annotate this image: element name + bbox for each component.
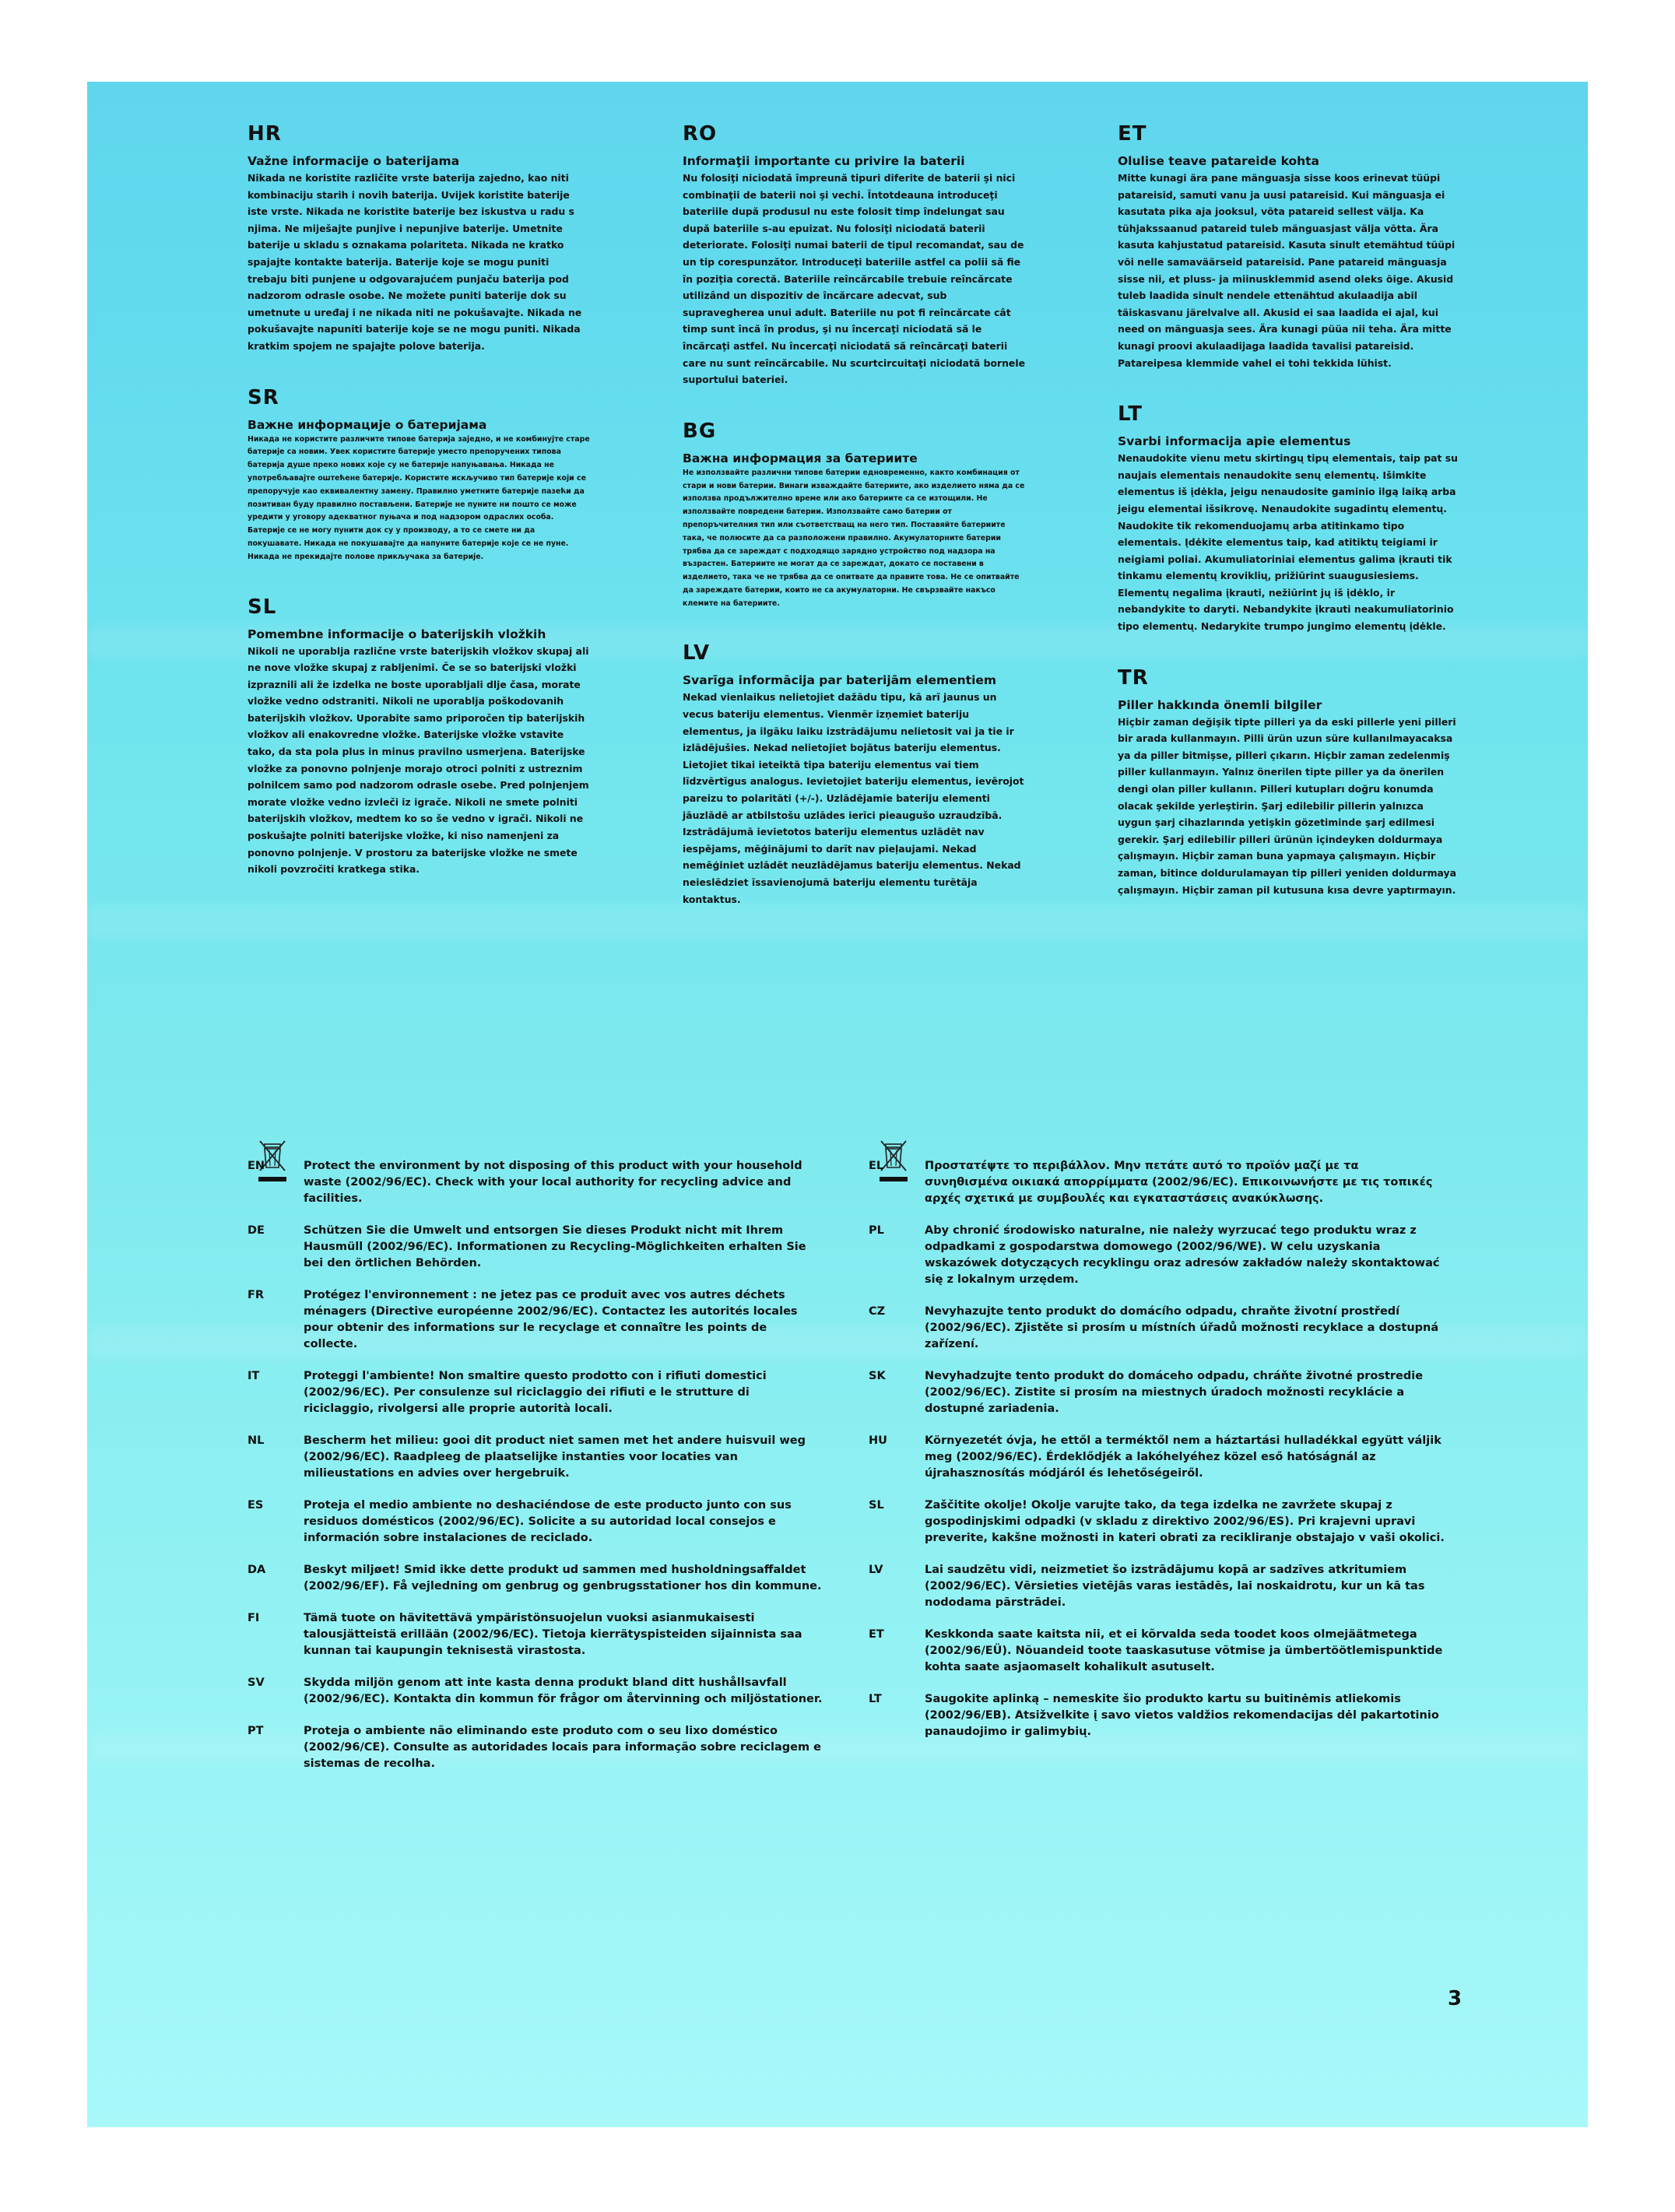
section-title: Piller hakkında önemli bilgiler bbox=[1118, 697, 1322, 712]
language-code: EL bbox=[869, 1160, 884, 1172]
recycling-text: Skydda miljön genom att inte kasta denna produkt bland ditt hushållsavfall (2002/96/EC). Kontakta din kommun för frågor om återvinning och miljöstationer. bbox=[304, 1677, 823, 1705]
section-title: Informaţii importante cu privire la baterii bbox=[683, 154, 965, 168]
language-code-heading: SR bbox=[248, 385, 279, 409]
recycling-text: Προστατέψτε το περιβάλλον. Μην πετάτε αυτό το προϊόν μαζί με τα συνηθισμένα οικιακά απορρίμματα (2002/96/EC). Επικοινωνήστε με τις τοπικές αρχές σχετικά με συμβουλές και εγκαταστάσεις ανακύκλωσης. bbox=[925, 1160, 1433, 1205]
language-code: DE bbox=[248, 1224, 265, 1237]
battery-section-hr bbox=[248, 122, 590, 355]
recycling-entry bbox=[869, 1562, 1445, 1611]
language-code: SL bbox=[869, 1499, 884, 1512]
battery-section-bg bbox=[683, 420, 1025, 611]
section-title: Svarbi informacija apie elementus bbox=[1118, 434, 1351, 449]
language-code-heading: LV bbox=[683, 641, 711, 665]
section-title: Olulise teave patareide kohta bbox=[1118, 154, 1320, 168]
recycling-text: Proteggi l'ambiente! Non smaltire questo prodotto con i rifiuti domestici (2002/96/EC). Per consulenze sul riciclaggio dei rifiuti e le strutture di riciclaggio, rivolgersi alle proprie autorità locali. bbox=[304, 1370, 767, 1415]
recycling-text: Saugokite aplinką – nemeskite šio produkto kartu su buitinėmis atliekomis (2002/96/EB). Atsižvelkite į savo vietos valdžios rekomendacijas dėl pakartotinio panaudojimo ir galimybių. bbox=[925, 1693, 1439, 1738]
language-code-heading: LT bbox=[1118, 402, 1143, 427]
recycling-entry bbox=[869, 1158, 1445, 1207]
recycling-text: Lai saudzētu vidi, neizmetiet šo izstrādājumu kopā ar sadzīves atkritumiem (2002/96/EC). Vērsieties vietējās varas iestādēs, lai noskaidrotu, kur un kā tas nododama pārstrādei. bbox=[925, 1564, 1425, 1609]
battery-section-tr bbox=[1118, 666, 1460, 899]
recycling-text: Aby chronić środowisko naturalne, nie należy wyrzucać tego produktu wraz z odpadkami z gospodarstwa domowego (2002/96/WE). W celu uzyskania wskazówek dotyczących recyklingu oraz adresów zakładów należy skontaktować się z lokalnym urzędem. bbox=[925, 1224, 1440, 1286]
section-body: Nikada ne koristite različite vrste baterija zajedno, kao niti kombinaciju starih i novih baterija. Uvijek koristite baterije iste vrste. Nikada ne koristite baterije bez iskustva u radu s njima. Ne miješajte punjive i nepunjive baterije. Umetnite baterije u skladu s oznakama polariteta. Nikada ne kratko spajajte kontakte baterija. Baterije koje se mogu puniti trebaju biti punjene u odgovarajućem punjaču baterija pod nadzorom odrasle osobe. Ne možete puniti baterije dok su umetnute u uređaj i ne nikada niti ne pokušavajte. Nikada ne pokušavajte napuniti baterije koje se ne mogu puniti. Nikada kratkim spojem ne spajajte polove baterija. bbox=[248, 172, 582, 352]
recycling-text: Protect the environment by not disposing of this product with your household waste (2002/96/EC). Check with your local authority for recycling advice and facilities. bbox=[304, 1160, 802, 1205]
recycling-text: Nevyhazujte tento produkt do domácího odpadu, chraňte životní prostředí (2002/96/EC). Zjistěte si prosím u místních úřadů možnosti recyklace a dostupná zařízení. bbox=[925, 1305, 1439, 1350]
recycling-list-right bbox=[869, 1158, 1445, 1756]
language-code: CZ bbox=[869, 1305, 886, 1318]
recycling-entry bbox=[869, 1304, 1445, 1353]
recycling-text: Beskyt miljøet! Smid ikke dette produkt ud sammen med husholdningsaffaldet (2002/96/EF). Få vejledning om genbrug og genbrugsstationer hos din kommune. bbox=[304, 1564, 822, 1592]
section-body: Hiçbir zaman değişik tipte pilleri ya da eski pillerle yeni pilleri bir arada kullanmayın. Pilli ürün uzun süre kullanılmayacaksa ya da piller bitmişse, pilleri çıkarın. Hiçbir zaman zedelenmiş piller kullanmayın. Yalnız önerilen tipte piller ya da önerilen dengi olan piller kullanın. Pilleri kutupları doğru konumda olacak şekilde yerleştirin. Şarj edilebilir pillerin yalnızca uygun şarj cihazlarında yetişkin gözetiminde şarj edilmesi gerekir. Şarj edilebilir pilleri ürünün içindeyken doldurmaya çalışmayın. Hiçbir zaman buna yapmaya çalışmayın. Hiçbir zaman, bitince doldurulamayan tip pilleri yeniden doldurmaya çalışmayın. Hiçbir zaman pil kutusuna kısa devre yaptırmayın. bbox=[1118, 715, 1456, 896]
section-body: Nenaudokite vienu metu skirtingų tipų elementais, taip pat su naujais elementais nenaudokite senų elementų. Išimkite elementus iš įdėkla, jeigu nenaudosite gaminio ilgą laiką arba jeigu elementai išsikrovę. Nenaudokite sugadintų elementų. Naudokite tik rekomenduojamų arba atitinkamo tipo elementais. Įdėkite elementus taip, kad atitiktų teigiami ir neigiami poliai. Akumuliatoriniai elementus galima įkrauti tik tinkamu elementų kroviklių, prižiūrint suaugusiesiems. Elementų negalima įkrauti, nežiūrint jų iš įdėklo, ir nebandykite to daryti. Nebandykite įkrauti neakumuliatorinio tipo elementų. Nedarykite trumpo jungimo elementų įdėkle. bbox=[1118, 452, 1458, 633]
recycling-entry bbox=[248, 1675, 823, 1708]
recycling-entry bbox=[248, 1433, 823, 1482]
recycling-text: Schützen Sie die Umwelt und entsorgen Sie dieses Produkt nicht mit Ihrem Hausmüll (2002/96/EC). Informationen zu Recycling-Möglichkeiten erhalten Sie bei den örtlichen Behörden. bbox=[304, 1224, 806, 1269]
recycling-text: Proteja o ambiente não eliminando este produto com o seu lixo doméstico (2002/96/CE). Consulte as autoridades locais para informação sobre reciclagem e sistemas de recolha. bbox=[304, 1725, 822, 1770]
battery-section-lv bbox=[683, 641, 1025, 908]
recycling-text: Tämä tuote on hävitettävä ympäristönsuojelun vuoksi asianmukaisesti talousjätteistä erillään (2002/96/EC). Tietoja kierrätyspisteiden sijainnista saa kunnan tai kaupungin teknisestä virastosta. bbox=[304, 1612, 802, 1657]
language-code: PT bbox=[248, 1725, 264, 1737]
recycling-entry bbox=[248, 1368, 823, 1417]
section-title: Важна информация за батериите bbox=[683, 451, 918, 465]
language-code: ES bbox=[248, 1499, 264, 1512]
battery-column bbox=[683, 122, 1025, 939]
section-title: Važne informacije o baterijama bbox=[248, 154, 460, 168]
section-body: Не използвайте различни типове батерии едновременно, както комбинация от стари и нови батерии. Винаги изваждайте батериите, ако изделието няма да се използва продължително време или ако батериите са се изтощили. Не използвайте повредени батерии. Използвайте само батерии от препоръчителния тип или съответстващ на него тип. Поставяйте батериите така, че полюсите да са разположени правилно. Акумулаторните батерии трябва да се зареждат с подходящо зарядно устройство под надзора на възрастен. Батериите не могат да се зареждат, докато се поставени в изделието, така че не трябва да се опитвате да правите това. Не се опитвайте да зареждате батерии, които не са акумулаторни. Не свързвайте накъсо клемите на батериите. bbox=[683, 468, 1025, 608]
battery-section-sl bbox=[248, 595, 590, 878]
language-code: NL bbox=[248, 1434, 265, 1447]
recycling-entry bbox=[248, 1223, 823, 1272]
section-title: Pomembne informacije o baterijskih vložkih bbox=[248, 627, 546, 641]
page-number: 3 bbox=[1448, 1987, 1463, 2010]
language-code: LT bbox=[869, 1693, 882, 1705]
section-body: Nikoli ne uporablja različne vrste baterijskih vložkov skupaj ali ne nove vložke skupaj z rabljenimi. Če se so baterijski vložki izpraznili ali že izdelka ne boste uporabljali dlje časa, morate vložke vedno odstraniti. Nikoli ne uporablja poškodovanih baterijskih vložkov. Uporabite samo priporočen tip baterijskih vložkov ali enakovredne vložke. Baterijske vložke vstavite tako, da sta pola plus in minus pravilno usmerjena. Baterijske vložke za ponovno polnjenje morajo otroci polniti z ustreznim polnilcem samo pod nadzorom odrasle osebe. Pred polnjenjem morate vložke vedno izvleči iz igrače. Nikoli ne smete polniti baterijskih vložkov, medtem ko so še vedno v igrači. Nikoli ne poskušajte polniti baterijske vložke, ki niso namenjeni za ponovno polnjenje. V prostoru za baterijske vložke ne smete nikoli povzročiti kratkega stika. bbox=[248, 644, 589, 876]
recycling-entry bbox=[869, 1497, 1445, 1547]
recycling-list-left bbox=[248, 1158, 823, 1788]
section-body: Nu folosiţi niciodată împreună tipuri diferite de baterii şi nici combinaţii de baterii noi şi vechi. Întotdeauna introduceţi bateriile după produsul nu este folosit timp îndelungat sau după bateriile s-au epuizat. Nu folosiţi niciodată baterii deteriorate. Folosiţi numai baterii de tipul recomandat, sau de un tip corespunzător. Introduceţi bateriile astfel ca polii să fie în poziţia corectă. Bateriile reîncărcabile trebuie reîncărcate utilizând un dispozitiv de încărcare adecvat, sub supravegherea unui adult. Bateriile nu pot fi reîncărcate cât timp sunt încă în produs, şi nu încercaţi niciodată să le încărcaţi astfel. Nu încercaţi niciodată să reîncărcaţi baterii care nu sunt reîncărcabile. Nu scurtcircuitaţi niciodată bornele suportului bateriei. bbox=[683, 172, 1025, 386]
recycling-entry bbox=[248, 1723, 823, 1772]
battery-section-ro bbox=[683, 122, 1025, 388]
battery-section-sr bbox=[248, 386, 590, 564]
language-code: HU bbox=[869, 1434, 887, 1447]
recycling-entry bbox=[869, 1691, 1445, 1740]
recycling-entry bbox=[869, 1627, 1445, 1676]
battery-column bbox=[248, 122, 590, 909]
language-code: DA bbox=[248, 1564, 266, 1576]
language-code: PL bbox=[869, 1224, 884, 1237]
language-code: EN bbox=[248, 1160, 265, 1172]
language-code: IT bbox=[248, 1370, 260, 1382]
recycling-entry bbox=[869, 1223, 1445, 1288]
language-code: ET bbox=[869, 1628, 884, 1641]
recycling-entry bbox=[869, 1433, 1445, 1482]
recycling-entry bbox=[248, 1610, 823, 1659]
section-body: Никада не користите различите типове батерија заједно, и не комбинујте старе батерије са новим. Увек користите батерије уместо препоручених типова батерија душе преко нових које су не батерије напуњавања. Никада не употребљавајте оштећене батерије. Користите искључиво тип батерије који се препоручује као еквивалентну замену. Правилно уметните батерије пазећи да позитиван буду правилно постављени. Батерије не пуните ни пошто се може уредити у уговору адекватног пуњача и под надзором одраслих особа. Батерије се не могу пунити док су у производу, а то се смете ни да покушавате. Никада не покушавајте да напуните батерије које се не пуне. Никада не прекидајте полове прикључака за батерије. bbox=[248, 434, 590, 561]
language-code: FR bbox=[248, 1289, 265, 1301]
language-code: FI bbox=[248, 1612, 260, 1624]
recycling-entry bbox=[248, 1158, 823, 1207]
language-code: SV bbox=[248, 1677, 265, 1689]
language-code-heading: ET bbox=[1118, 122, 1147, 146]
language-code-heading: TR bbox=[1118, 665, 1149, 690]
language-code: LV bbox=[869, 1564, 883, 1576]
language-code-heading: HR bbox=[248, 122, 282, 146]
language-code-heading: SL bbox=[248, 595, 277, 619]
recycling-text: Környezetét óvja, he ettől a terméktől nem a háztartási hulladékkal együtt váljik meg (2002/96/EC). Érdeklődjék a lakóhelyéhez közel eső hatóságnál az újrahasznosítás módjáról és lehetőségeiről. bbox=[925, 1434, 1441, 1480]
recycling-entry bbox=[248, 1497, 823, 1547]
recycling-text: Bescherm het milieu: gooi dit product niet samen met het andere huisvuil weg (2002/96/EC). Raadpleeg de plaatselijke instanties voor locaties van milieustations en advies over hergebruik. bbox=[304, 1434, 806, 1480]
recycling-text: Zaščitite okolje! Okolje varujte tako, da tega izdelka ne zavržete skupaj z gospodinjskimi odpadki (v skladu z direktivo 2002/96/ES). Pri krajevni upravi preverite, kakšne možnosti in kateri obrati za recikliranje obstajajo v vaši okolici. bbox=[925, 1499, 1445, 1544]
recycling-entry bbox=[248, 1287, 823, 1353]
language-code-heading: RO bbox=[683, 122, 718, 146]
recycling-text: Protégez l'environnement : ne jetez pas ce produit avec vos autres déchets ménagers (Directive européenne 2002/96/EC). Contactez les autorités locales pour obtenir des informations sur le recyclage et connaître les points de collecte. bbox=[304, 1289, 798, 1350]
section-body: Nekad vienlaikus nelietojiet dažādu tipu, kā arī jaunus un vecus bateriju elementus. Vienmēr izņemiet bateriju elementus, ja ilgāku laiku izstrādājumu nelietosit vai ja tie ir izlādējušies. Nekad nelietojiet bojātus bateriju elementus. Lietojiet tikai ieteiktā tipa bateriju elementus vai tiem līdzvērtīgus analogus. Ievietojiet bateriju elementus, ievērojot pareizu to polaritāti (+/-). Uzlādējamie bateriju elementi jāuzlādē ar atbilstošu uzlādes ierīci pieaugušo uzraudzībā. Izstrādājumā ievietotos bateriju elementus uzlādēt nav iespējams, mēģinājumi to darīt nav pieļaujami. Nekad nemēģiniet uzlādēt neuzlādējamus bateriju elementus. Nekad neieslēdziet īssavienojumā bateriju elementu turētāja kontaktus. bbox=[683, 691, 1024, 905]
language-code-heading: BG bbox=[683, 419, 717, 443]
battery-column bbox=[1118, 122, 1460, 929]
section-body: Mitte kunagi ära pane mänguasja sisse koos erinevat tüüpi patareisid, samuti vanu ja uusi patareisid. Kui mänguasja ei kasutata pika aja jooksul, võta patareid sellest välja. Ka tühjakssaanud patareid tuleb mänguasjast välja võtta. Ära kasuta kahjustatud patareisid. Kasuta sinult etemähtud tüüpi või nelle samaväärseid patareisid. Pane patareid mänguasja sisse nii, et pluss- ja miinusklemmid asend oleks õige. Akusid tuleb laadida sinult nendele ettenähtud akulaadija abil täiskasvanu järelvalve all. Akusid ei saa laadida ei ajal, kui need on mänguasja sees. Ära kunagi püüa nii teha. Ära mitte kunagi proovi akulaadijaga laadida tavalisi patareisid. Patareipesa klemmide vahel ei tohi tekkida lühist. bbox=[1118, 172, 1456, 369]
recycling-text: Keskkonda saate kaitsta nii, et ei kõrvalda seda toodet koos olmejäätmetega (2002/96/EÜ). Nõuandeid toote taaskasutuse võtmise ja ümbertöötlemispunktide kohta saate asjaomaselt kohalikult asutuselt. bbox=[925, 1628, 1443, 1673]
section-title: Важне информације о батеријама bbox=[248, 417, 487, 432]
language-code: SK bbox=[869, 1370, 886, 1382]
recycling-text: Nevyhadzujte tento produkt do domáceho odpadu, chráňte životné prostredie (2002/96/EC). Zistite si prosím na miestnych úradoch možnosti recyklácie a dostupné zariadenia. bbox=[925, 1370, 1424, 1415]
recycling-text: Proteja el medio ambiente no deshaciéndose de este producto junto con sus residuos domésticos (2002/96/EC). Solicite a su autoridad local consejos e información sobre instalaciones de reciclado. bbox=[304, 1499, 792, 1544]
section-title: Svarīga informācija par baterijām elementiem bbox=[683, 673, 997, 688]
recycling-entry bbox=[248, 1562, 823, 1595]
recycling-entry bbox=[869, 1368, 1445, 1417]
battery-section-et bbox=[1118, 122, 1460, 371]
battery-section-lt bbox=[1118, 402, 1460, 635]
